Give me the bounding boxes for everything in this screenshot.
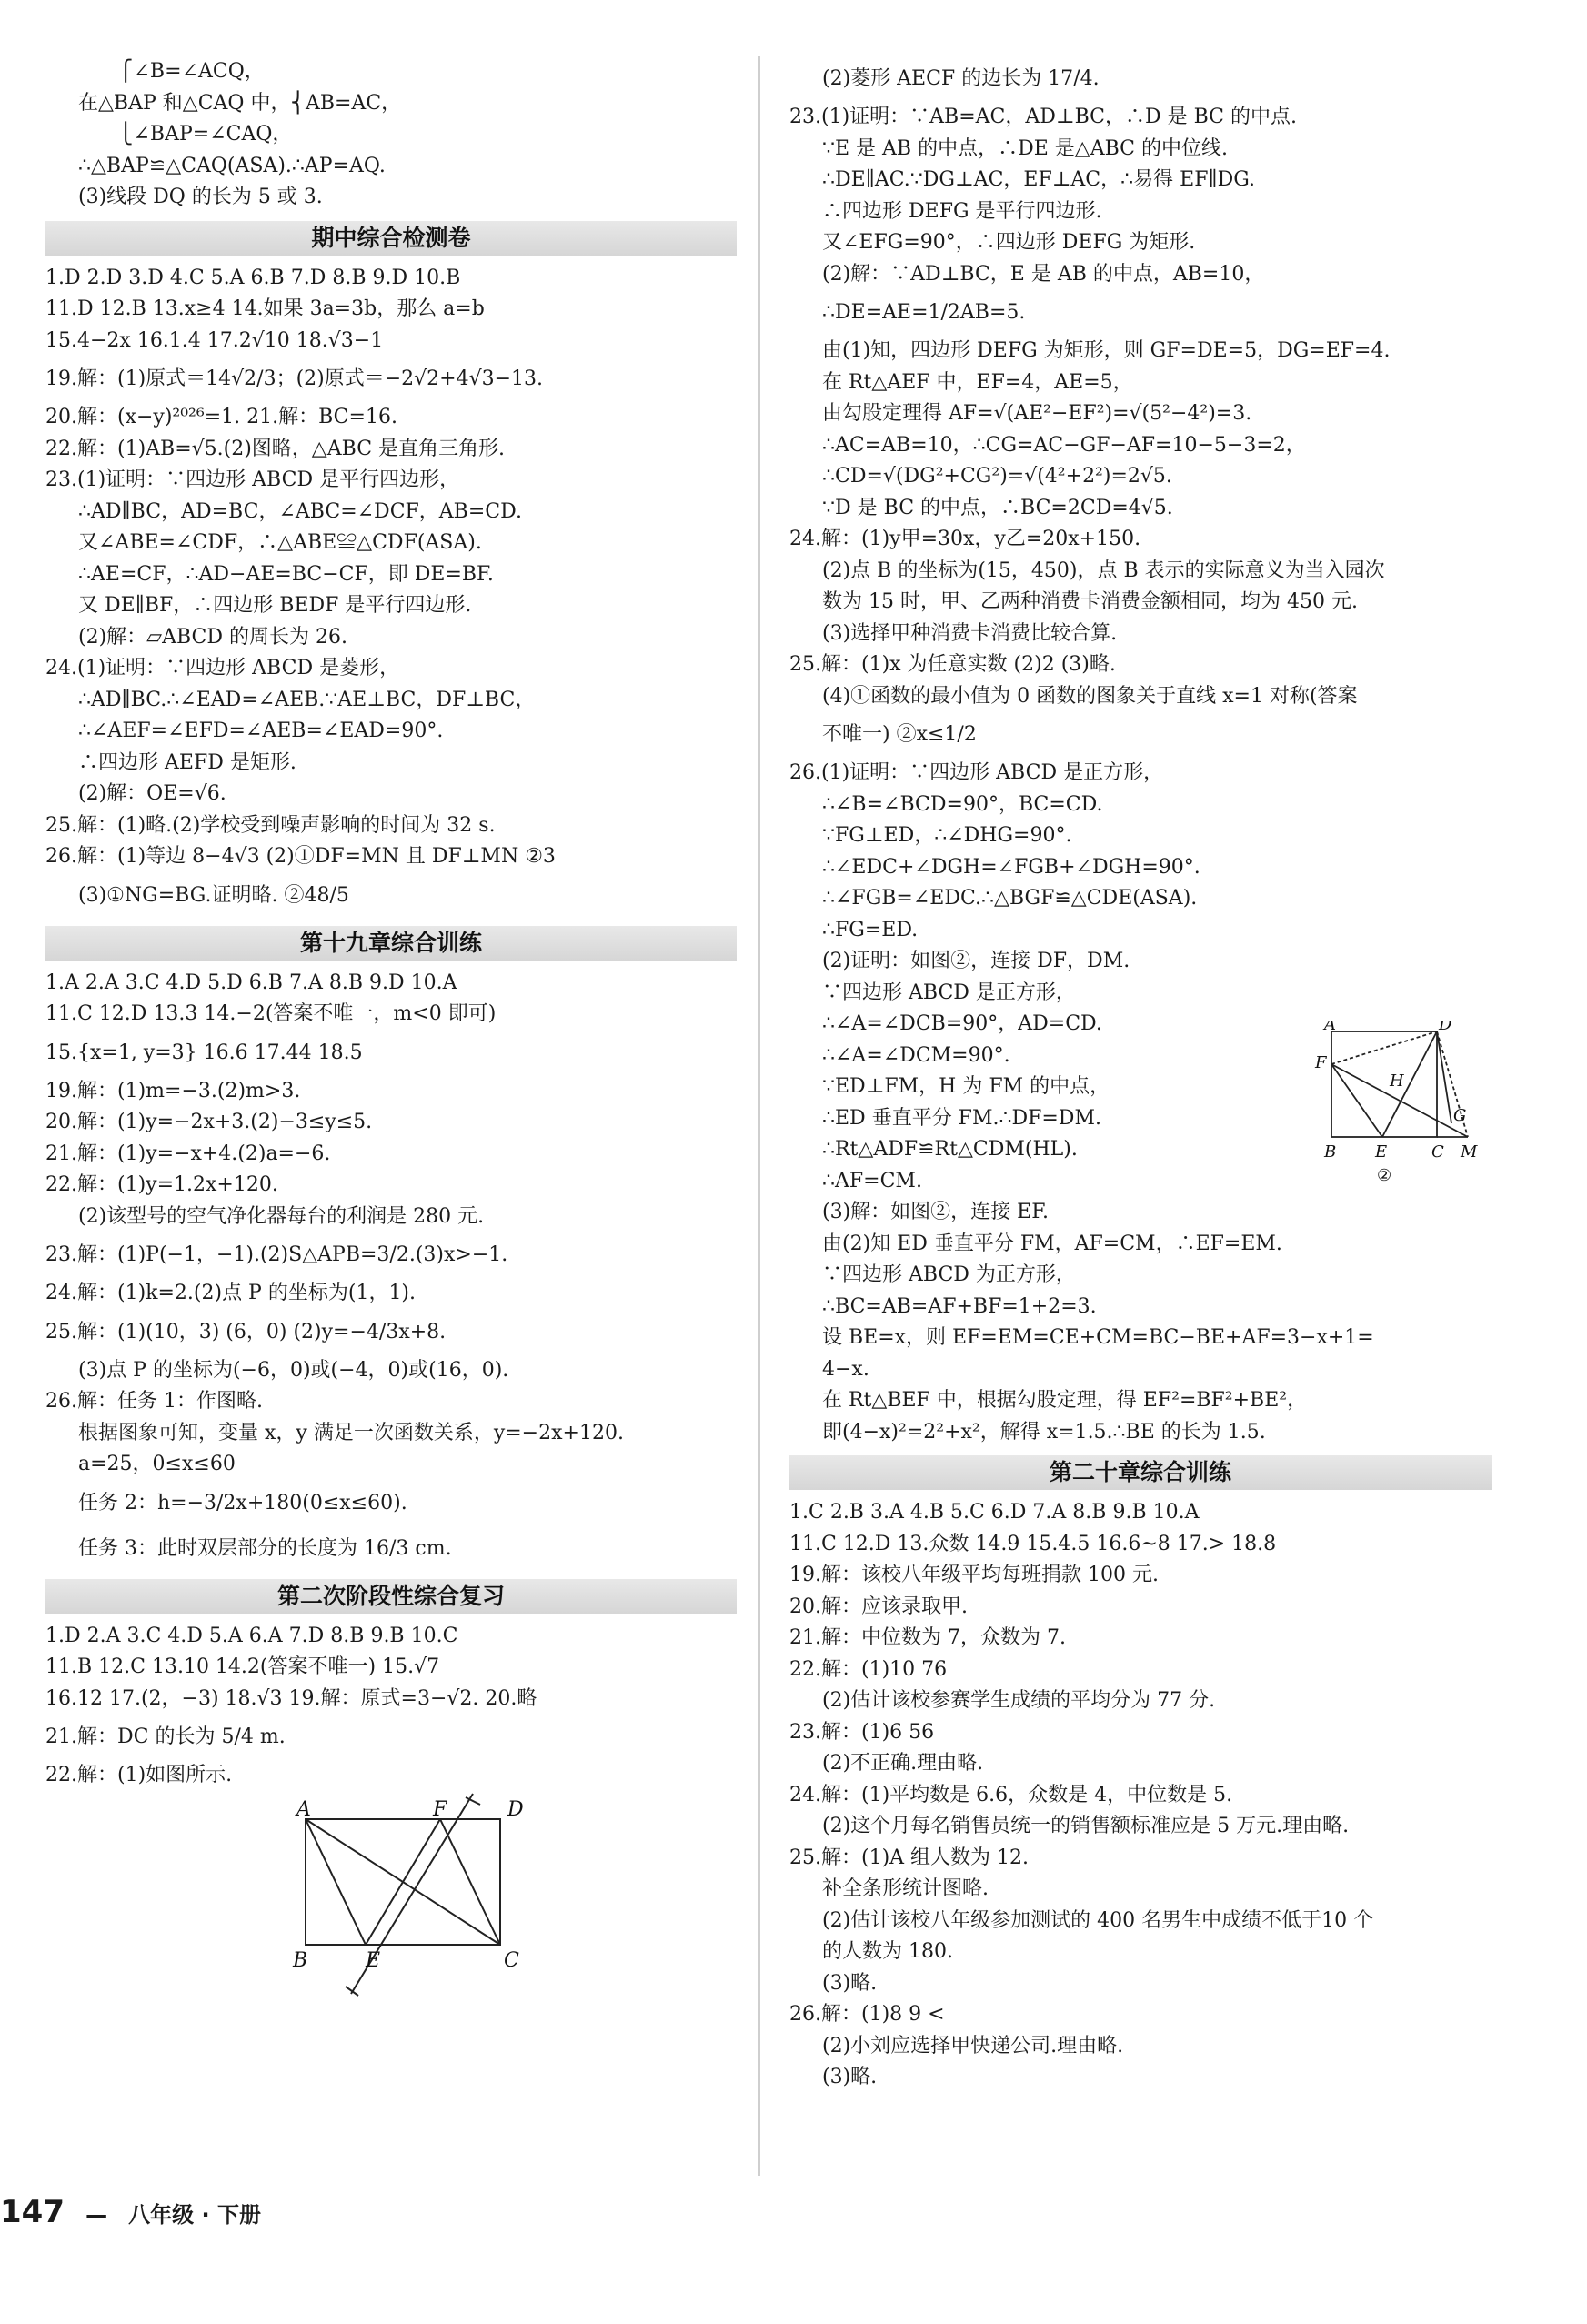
fig2-label: A [1324, 1021, 1336, 1034]
answer-line: 22.解：(1)如图所示. [45, 1764, 233, 1786]
answer-line: ∴∠A=∠DCB=90°，AD=CD. [822, 1012, 1102, 1035]
answer-line: (2)解：∵AD⊥BC，E 是 AB 的中点，AB=10， [822, 262, 1265, 286]
answer-line: (2)菱形 AECF 的边长为 17/4. [822, 67, 1100, 90]
answer-line: 22.解：(1)AB=√5.(2)图略，△ABC 是直角三角形. [45, 437, 506, 460]
answer-line: (2)不正确.理由略. [822, 1752, 984, 1775]
answer-line: 11.C 12.D 13.3 14.−2(答案不唯一，m<0 即可) [45, 1002, 497, 1025]
answer-line: ∴DE∥AC.∵DG⊥AC，EF⊥AC，∴易得 EF∥DG. [822, 168, 1256, 191]
answer-line: (2)点 B 的坐标为(15，450)，点 B 表示的实际意义为当入园次 [822, 558, 1385, 582]
answer-line: 即(4−x)²=2²+x²，解得 x=1.5.∴BE 的长为 1.5. [822, 1420, 1266, 1444]
answer-line: 又∠EFG=90°，∴四边形 DEFG 为矩形. [822, 231, 1196, 254]
answer-line: 任务 2：h=−3/2x+180(0≤x≤60). [78, 1491, 407, 1514]
answer-line: ⎩∠BAP=∠CAQ， [118, 123, 293, 146]
left-column [45, 56, 737, 2001]
answer-line: 22.解：(1)y=1.2x+120. [45, 1173, 278, 1196]
answer-line: ∵四边形 ABCD 为正方形， [822, 1263, 1076, 1286]
answer-line: 根据图象可知，变量 x，y 满足一次函数关系，y=−2x+120. [78, 1421, 624, 1444]
answer-line: 20.解：(x−y)²⁰²⁶=1. 21.解：BC=16. [45, 406, 397, 428]
answer-line: 23.(1)证明：∵AB=AC，AD⊥BC，∴D 是 BC 的中点. [789, 106, 1298, 128]
answer-line: 25.解：(1)(10，3) (6，0) (2)y=−4/3x+8. [45, 1320, 447, 1343]
answer-line: ∴∠FGB=∠EDC.∴△BGF≌△CDE(ASA). [822, 887, 1198, 910]
answer-line: ∴FG=ED. [822, 918, 919, 941]
answer-line: ∴∠EDC+∠DGH=∠FGB+∠DGH=90°. [822, 855, 1200, 879]
answer-line: 20.解：应该录取甲. [789, 1595, 968, 1618]
answer-line: 数为 15 时，甲、乙两种消费卡消费金额相同，均为 450 元. [822, 590, 1358, 613]
answer-line: (3)线段 DQ 的长为 5 或 3. [78, 186, 323, 208]
answer-line: (2)该型号的空气净化器每台的利润是 280 元. [78, 1204, 485, 1228]
answer-line: 11.D 12.B 13.x≥4 14.如果 3a=3b，那么 a=b [45, 297, 485, 320]
answer-line: ∴AD∥BC.∴∠EAD=∠AEB.∵AE⊥BC，DF⊥BC， [78, 688, 536, 711]
answer-line: (3)选择甲种消费卡消费比较合算. [822, 621, 1118, 645]
answer-line: (2)证明：如图②，连接 DF，DM. [822, 950, 1130, 972]
answer-line: (3)点 P 的坐标为(−6，0)或(−4，0)或(16，0). [78, 1358, 509, 1382]
footer-dash: — [85, 2202, 108, 2228]
fig1-label: E [366, 1948, 381, 1972]
answer-line: ∴四边形 DEFG 是平行四边形. [822, 199, 1102, 223]
answer-line: 不唯一) ②x≤1/2 [822, 723, 977, 746]
answer-line: 的人数为 180. [822, 1940, 953, 1963]
answer-line: 设 BE=x，则 EF=EM=CE+CM=BC−BE+AF=3−x+1= [822, 1326, 1374, 1349]
page-number: 147 [0, 2194, 65, 2230]
answer-line: ∵FG⊥ED，∴∠DHG=90°. [822, 824, 1072, 847]
fig2-caption: ② [1377, 1166, 1392, 1185]
answer-line: 25.解：(1)x 为任意实数 (2)2 (3)略. [789, 653, 1116, 676]
answer-line: ∴AE=CF，∴AD−AE=BC−CF，即 DE=BF. [78, 562, 494, 586]
answer-line: ∴DE=AE=1/2AB=5. [822, 301, 1026, 324]
fig2-label: F [1315, 1053, 1327, 1072]
answer-line: (3)解：如图②，连接 EF. [822, 1201, 1050, 1223]
answer-line: ∴ED 垂直平分 FM.∴DF=DM. [822, 1106, 1101, 1130]
section-header: 第十九章综合训练 [45, 926, 737, 961]
answer-line: 由(2)知 ED 垂直平分 FM，AF=CM，∴EF=EM. [822, 1232, 1282, 1255]
answer-line: ∵ED⊥FM，H 为 FM 的中点， [822, 1075, 1110, 1098]
answer-line: (2)估计该校八年级参加测试的 400 名男生中成绩不低于10 个 [822, 1908, 1374, 1932]
answer-line: (3)略. [822, 1971, 878, 1995]
fig1-label: D [507, 1797, 524, 1821]
answer-line: ∴CD=√(DG²+CG²)=√(4²+2²)=2√5. [822, 465, 1172, 488]
answer-line: (2)小刘应选择甲快递公司.理由略. [822, 2034, 1124, 2057]
answer-line: 在 Rt△BEF 中，根据勾股定理，得 EF²=BF²+BE²， [822, 1389, 1308, 1412]
answer-line: 24.解：(1)平均数是 6.6，众数是 4，中位数是 5. [789, 1783, 1233, 1806]
answer-line: ∴△BAP≌△CAQ(ASA).∴AP=AQ. [78, 154, 386, 177]
answer-line: 1.A 2.A 3.C 4.D 5.D 6.B 7.A 8.B 9.D 10.A [45, 971, 457, 994]
figure-2-square [1306, 1021, 1488, 1202]
answer-line: 19.解：(1)原式＝14√2/3；(2)原式＝−2√2+4√3−13. [45, 367, 544, 390]
answer-line: ∴四边形 AEFD 是矩形. [78, 750, 296, 774]
answer-line: 26.解：任务 1：作图略. [45, 1390, 263, 1413]
answer-line: 23.解：(1)P(−1，−1).(2)S△APB=3/2.(3)x>−1. [45, 1243, 508, 1266]
section-header: 期中综合检测卷 [45, 221, 737, 256]
answer-line: ∴AC=AB=10，∴CG=AC−GF−AF=10−5−3=2， [822, 433, 1306, 457]
answer-line: 23.解：(1)6 56 [789, 1720, 935, 1744]
answer-line: ∴BC=AB=AF+BF=1+2=3. [822, 1294, 1097, 1318]
answer-line: 26.解：(1)8 9 < [789, 2003, 945, 2026]
fig2-label: M [1461, 1142, 1478, 1162]
answer-line: (2)这个月每名销售员统一的销售额标准应是 5 万元.理由略. [822, 1815, 1350, 1837]
column-divider [758, 56, 760, 2176]
answer-line: (2)解：▱ABCD 的周长为 26. [78, 625, 347, 649]
answer-line: 24.解：(1)k=2.(2)点 P 的坐标为(1，1). [45, 1282, 417, 1304]
fig1-label: A [296, 1797, 311, 1821]
answer-line: ∴AF=CM. [822, 1169, 922, 1192]
answer-line: 又∠ABE=∠CDF，∴△ABE≌△CDF(ASA). [78, 531, 482, 554]
answer-line: 11.B 12.C 13.10 14.2(答案不唯一) 15.√7 [45, 1655, 440, 1678]
answer-line: 又 DE∥BF，∴四边形 BEDF 是平行四边形. [78, 594, 472, 617]
answer-line: 21.解：中位数为 7，众数为 7. [789, 1626, 1066, 1649]
fig2-label: G [1453, 1106, 1467, 1125]
answer-line: 1.D 2.D 3.D 4.C 5.A 6.B 7.D 8.B 9.D 10.B [45, 266, 461, 289]
answer-line: 25.解：(1)A 组人数为 12. [789, 1846, 1030, 1869]
answer-line: (3)略. [822, 2066, 878, 2088]
answer-line: (2)解：OE=√6. [78, 782, 226, 805]
grade-label: 八年级 · 下册 [128, 2202, 261, 2228]
answer-line: 由(1)知，四边形 DEFG 为矩形，则 GF=DE=5，DG=EF=4. [822, 339, 1391, 362]
page-footer [0, 2194, 261, 2230]
answer-line: 在 Rt△AEF 中，EF=4，AE=5， [822, 370, 1133, 394]
answer-line: (3)①NG=BG.证明略. ②48/5 [78, 883, 349, 907]
answer-line: 22.解：(1)10 76 [789, 1657, 948, 1681]
section-header: 第二次阶段性综合复习 [45, 1579, 737, 1614]
answer-line: 15.{x=1, y=3} 16.6 17.44 18.5 [45, 1041, 363, 1064]
fig1-label: C [504, 1948, 519, 1972]
answer-line: ∵D 是 BC 的中点，∴BC=2CD=4√5. [822, 496, 1173, 519]
answer-line: 补全条形统计图略. [822, 1877, 989, 1900]
fig1-label: F [433, 1797, 447, 1821]
answer-line: 21.解：DC 的长为 5/4 m. [45, 1725, 286, 1748]
answer-line: (2)估计该校参赛学生成绩的平均分为 77 分. [822, 1689, 1216, 1712]
answer-line: 24.(1)证明：∵四边形 ABCD 是菱形， [45, 657, 400, 679]
answer-line: ∵四边形 ABCD 是正方形， [822, 981, 1076, 1004]
answer-line: ∵E 是 AB 的中点，∴DE 是△ABC 的中位线. [822, 136, 1228, 160]
answer-line: ∴AD∥BC，AD=BC，∠ABC=∠DCF，AB=CD. [78, 499, 522, 523]
fig2-label: H [1390, 1071, 1404, 1091]
answer-line: 20.解：(1)y=−2x+3.(2)−3≤y≤5. [45, 1111, 373, 1133]
answer-line: (4)①函数的最小值为 0 函数的图象关于直线 x=1 对称(答案 [822, 684, 1358, 708]
fig2-label: E [1375, 1142, 1388, 1162]
answer-line: 19.解：(1)m=−3.(2)m>3. [45, 1079, 301, 1102]
fig2-label: C [1431, 1142, 1444, 1162]
answer-line: 19.解：该校八年级平均每班捐款 100 元. [789, 1564, 1159, 1586]
answer-line: ∴∠AEF=∠EFD=∠AEB=∠EAD=90°. [78, 719, 444, 742]
answer-line: 任务 3：此时双层部分的长度为 16/3 cm. [78, 1536, 452, 1560]
answer-line: 在△BAP 和△CAQ 中，⎨AB=AC， [78, 91, 402, 115]
section-header: 第二十章综合训练 [789, 1455, 1492, 1490]
answer-line: 25.解：(1)略.(2)学校受到噪声影响的时间为 32 s. [45, 813, 496, 837]
answer-line: 1.D 2.A 3.C 4.D 5.A 6.A 7.D 8.B 9.B 10.C [45, 1624, 458, 1647]
rectangle-construction-diagram [45, 1792, 737, 2001]
answer-line: 26.解：(1)等边 8−4√3 (2)①DF=MN 且 DF⊥MN ②3 [45, 845, 556, 868]
square-diagram [1306, 1021, 1488, 1202]
answer-line: ∴∠A=∠DCM=90°. [822, 1043, 1010, 1067]
answer-line: 15.4−2x 16.1.4 17.2√10 18.√3−1 [45, 328, 384, 352]
answer-line: 24.解：(1)y甲=30x，y乙=20x+150. [789, 528, 1141, 550]
answer-line: 21.解：(1)y=−x+4.(2)a=−6. [45, 1142, 331, 1165]
answer-line: 11.C 12.D 13.众数 14.9 15.4.5 16.6~8 17.> 18.8 [789, 1532, 1277, 1555]
answer-line: ∴∠B=∠BCD=90°，BC=CD. [822, 792, 1103, 816]
figure-rectangle-abcd [45, 1792, 737, 2001]
answer-line: 1.C 2.B 3.A 4.B 5.C 6.D 7.A 8.B 9.B 10.A [789, 1501, 1200, 1524]
answer-line: ⎧∠B=∠ACQ， [118, 60, 265, 83]
fig2-label: B [1324, 1142, 1337, 1162]
answer-line: 16.12 17.(2，−3) 18.√3 19.解：原式=3−√2. 20.略 [45, 1686, 537, 1710]
answer-line: ∴Rt△ADF≌Rt△CDM(HL). [822, 1138, 1078, 1161]
fig1-label: B [293, 1948, 308, 1972]
answer-line: 由勾股定理得 AF=√(AE²−EF²)=√(5²−4²)=3. [822, 402, 1252, 425]
answer-line: 26.(1)证明：∵四边形 ABCD 是正方形， [789, 761, 1164, 784]
answer-line: 23.(1)证明：∵四边形 ABCD 是平行四边形， [45, 468, 460, 491]
fig2-label: D [1439, 1021, 1452, 1034]
answer-line: a=25，0≤x≤60 [78, 1453, 236, 1475]
answer-line: 4−x. [822, 1357, 869, 1381]
